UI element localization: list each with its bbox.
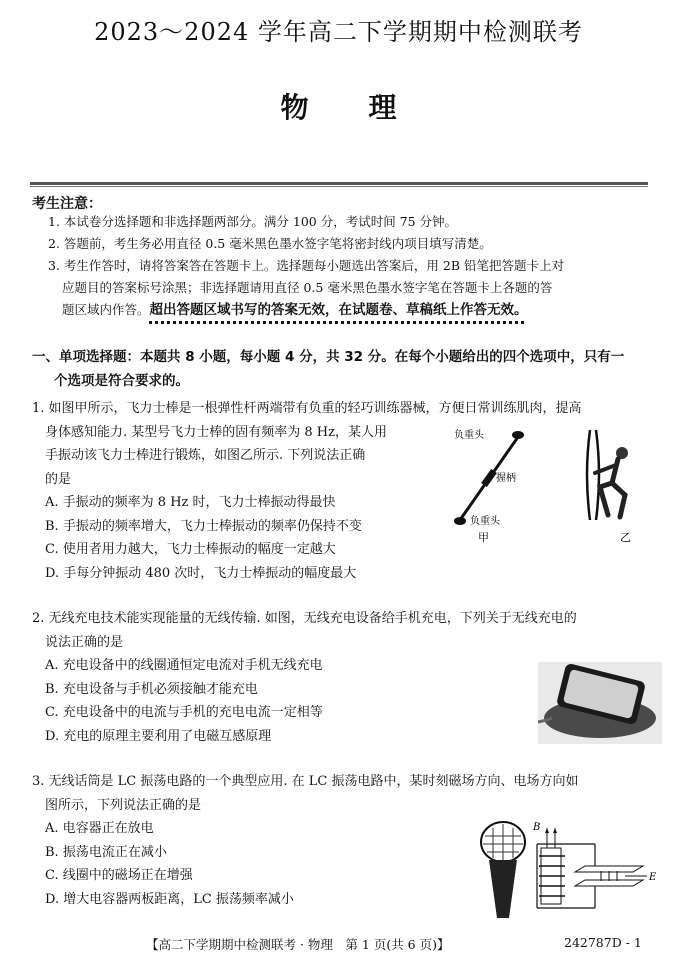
q1-stem-2: 身体感知能力. 某型号飞力士棒的固有频率为 8 Hz，某人用: [45, 424, 387, 440]
notice-item-2: 2. 答题前，考生务必用直径 0.5 毫米黑色墨水签字笔将密封线内项目填写清楚。: [48, 236, 492, 251]
divider: [30, 186, 648, 187]
lc-circuit-icon: [537, 828, 647, 908]
q2-stem-2: 说法正确的是: [45, 634, 124, 650]
subject-title: 物理: [280, 91, 457, 124]
exam-title: 2023～2024 学年高二下学期期中检测联考: [94, 18, 583, 46]
flexi-bar-figure: [440, 425, 660, 545]
q2-option-a: A. 充电设备中的线圈通恒定电流对手机无线充电: [45, 658, 323, 673]
section-heading: [32, 345, 652, 393]
q1-option-d: D. 手每分钟振动 480 次时，飞力士棒振动的幅度最大: [45, 565, 357, 581]
label-jia: 甲: [478, 531, 489, 544]
q2-option-b: B. 充电设备与手机必须接触才能充电: [45, 681, 258, 697]
notice-item-3-end: [48, 299, 664, 321]
weight-head-bottom: [454, 517, 466, 525]
lc-circuit-figure: [475, 818, 665, 926]
q1-stem-4: 的是: [45, 471, 72, 487]
label-weight-top: 负重头: [454, 430, 484, 441]
q1-option-a: A. 手振动的频率为 8 Hz 时，飞力士棒振动得最快: [45, 495, 336, 510]
notice-item-3: 3. 考生作答时，请将答案答在答题卡上。选择题每小题选出答案后，用 2B 铅笔把答题卡上对: [48, 258, 564, 273]
label-electric-field: E: [649, 872, 657, 883]
label-handle: 握柄: [496, 473, 516, 484]
section-line-2: 个选项是符合要求的。: [54, 373, 189, 389]
wireless-charger-photo: [538, 662, 662, 744]
q3-stem-2: 图所示，下列说法正确的是: [45, 797, 202, 813]
weight-head-top: [512, 431, 524, 439]
person-exercising: [587, 430, 628, 520]
section-line-1: 一、单项选择题：本题共 8 小题，每小题 4 分，共 32 分。在每个小题给出的四个选项中，只有一: [32, 349, 625, 365]
q1-option-b: B. 手振动的频率增大，飞力士棒振动的频率仍保持不变: [45, 518, 362, 534]
notice-item-3-tail: 题区域内作答。: [62, 302, 150, 317]
q3-option-a: A. 电容器正在放电: [45, 821, 154, 836]
divider: [30, 182, 648, 185]
footer-center: 【高二下学期期中检测联考 · 物理 第 1 页(共 6 页)】: [146, 937, 450, 952]
q3-option-b: B. 振荡电流正在减小: [45, 844, 167, 860]
label-yi: 乙: [620, 531, 631, 544]
notice-item-1: 1. 本试卷分选择题和非选择题两部分。满分 100 分，考试时间 75 分钟。: [48, 214, 458, 229]
q2-option-d: D. 充电的原理主要利用了电磁互感原理: [45, 728, 272, 744]
q1-option-c: C. 使用者用力越大，飞力士棒振动的幅度一定越大: [45, 542, 336, 557]
q1-stem-1: 1. 如图甲所示，飞力士棒是一根弹性杆两端带有负重的轻巧训练器械，方便日常训练肌肉，提高: [32, 401, 582, 416]
label-weight-bottom: 负重头: [470, 516, 500, 527]
q3-option-d: D. 增大电容器两板距离，LC 振荡频率减小: [45, 891, 294, 907]
notice-emphasis: 超出答题区域书写的答案无效，在试题卷、草稿纸上作答无效。: [149, 302, 528, 318]
q3-stem-1: 3. 无线话筒是 LC 振荡电路的一个典型应用. 在 LC 振荡电路中，某时刻磁场方向、电场方向如: [32, 774, 579, 789]
notice-heading: 考生注意：: [32, 196, 102, 212]
q2-stem-1: 2. 无线充电技术能实现能量的无线传输. 如图，无线充电设备给手机充电，下列关于无线充电的: [32, 611, 577, 626]
microphone-icon: [481, 822, 525, 918]
q3-option-c: C. 线圈中的磁场正在增强: [45, 868, 193, 883]
label-magnetic-field: B: [533, 822, 541, 833]
notice-item-3-cont: 应题目的答案标号涂黑；非选择题请用直径 0.5 毫米黑色墨水签字笔在答题卡上各题的答: [62, 280, 553, 295]
footer-code: 242787D - 1: [564, 935, 642, 950]
q2-option-c: C. 充电设备中的电流与手机的充电电流一定相等: [45, 705, 323, 720]
q1-stem-3: 手振动该飞力士棒进行锻炼，如图乙所示. 下列说法正确: [45, 448, 366, 463]
handle-grip: [484, 471, 494, 485]
